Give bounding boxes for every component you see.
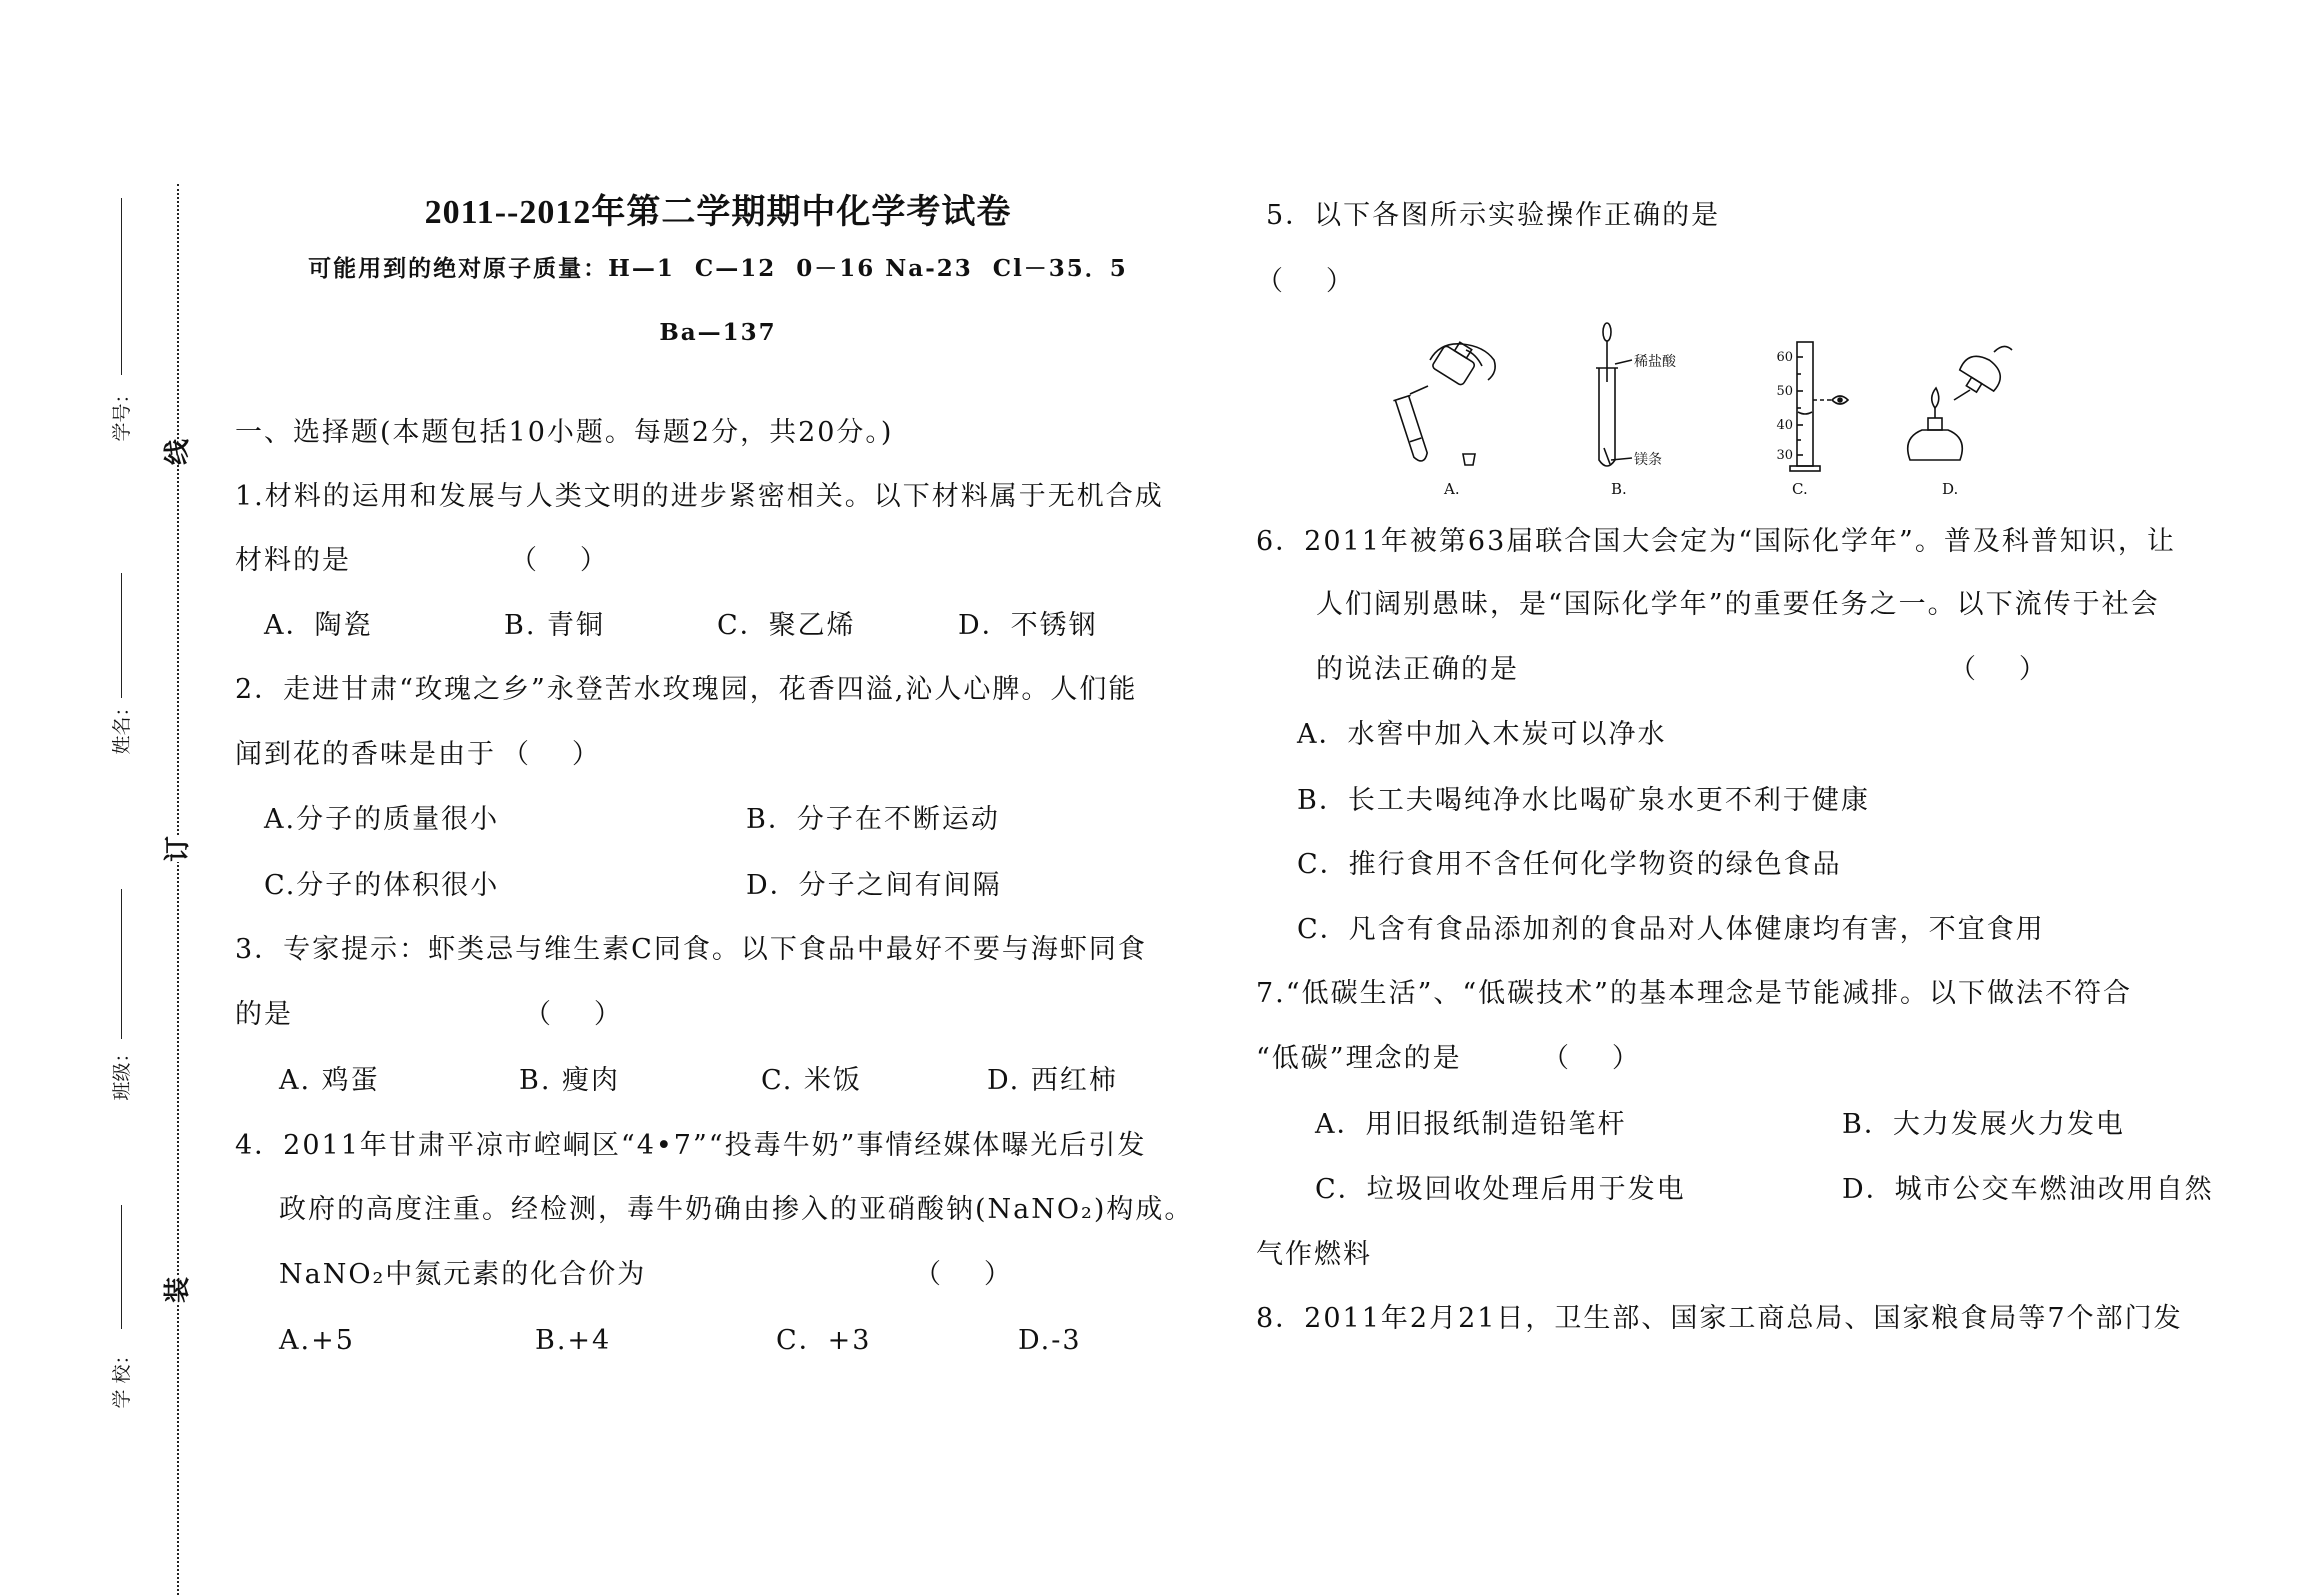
- figure-label-c: C.: [1792, 480, 1808, 498]
- binding-mark-ding: 订: [163, 835, 193, 863]
- cylinder-scale-40: 40: [1776, 418, 1793, 433]
- q3-option-d: D. 西红柿: [987, 1065, 1118, 1096]
- q4-option-a: A.+5: [279, 1325, 355, 1356]
- q3-option-a: A. 鸡蛋: [279, 1065, 380, 1096]
- class-label: 班级：: [111, 1043, 133, 1101]
- q6-option-b: B．长工夫喝纯净水比喝矿泉水更不利于健康: [1297, 785, 1870, 816]
- section-title: 一、选择题(本题包括10小题。每题2分，共20分。): [235, 417, 894, 448]
- q4-answer-paren: （ ）: [914, 1259, 1011, 1290]
- q3-answer-paren: （ ）: [524, 999, 621, 1030]
- q4-stem-line1: 4．2011年甘肃平凉市崆峒区“4•7”“投毒牛奶”事情经媒体曝光后引发: [235, 1130, 1147, 1161]
- q1-option-d: D．不锈钢: [958, 610, 1098, 641]
- q3-option-c: C. 米饭: [761, 1065, 862, 1096]
- q1-stem-line1: 1.材料的运用和发展与人类文明的进步紧密相关。以下材料属于无机合成: [235, 481, 1164, 512]
- cylinder-scale-60: 60: [1776, 350, 1793, 365]
- q2-answer-paren: （ ）: [502, 739, 599, 770]
- apparatus-d-alcohol-lamps: [1908, 346, 2012, 460]
- label-magnesium-strip: 镁条: [1634, 452, 1662, 468]
- q4-option-b: B.+4: [535, 1325, 612, 1356]
- q6-stem-line2: 人们阔别愚昧，是“国际化学年”的重要任务之一。以下流传于社会: [1316, 589, 2160, 620]
- q8-stem-line1: 8．2011年2月21日，卫生部、国家工商总局、国家粮食局等7个部门发: [1256, 1303, 2183, 1334]
- q4-stem-line3: NaNO₂中氮元素的化合价为: [279, 1259, 647, 1290]
- atomic-mass-note: 可能用到的绝对原子质量：H—1 C—12 0－16 Na-23 Cl－35．5: [308, 255, 1128, 282]
- q7-option-b: B．大力发展火力发电: [1842, 1109, 2125, 1140]
- q1-answer-paren: （ ）: [510, 545, 607, 576]
- q1-option-c: C．聚乙烯: [717, 610, 856, 641]
- experiment-figure: [1370, 320, 2030, 500]
- apparatus-b-dropper: [1596, 323, 1677, 468]
- student-id-label: 学号：: [111, 384, 133, 442]
- q4-stem-line2: 政府的高度注重。经检测，毒牛奶确由掺入的亚硝酸钠(NaNO₂)构成。: [279, 1194, 1194, 1225]
- q1-option-b: B. 青铜: [504, 610, 606, 641]
- student-id-blank-line: [121, 198, 122, 375]
- figure-label-b: B.: [1611, 480, 1627, 498]
- q6-stem-line3: 的说法正确的是: [1316, 654, 1519, 685]
- school-blank-line: [121, 1205, 122, 1329]
- apparatus-a-pouring: [1393, 336, 1495, 465]
- q6-option-d: C．凡含有食品添加剂的食品对人体健康均有害，不宜食用: [1297, 914, 2045, 945]
- cylinder-scale-50: 50: [1776, 384, 1793, 399]
- binding-mark-zhuang: 装: [163, 1276, 193, 1304]
- binding-dotted-line: [177, 184, 179, 1595]
- q7-option-d: D．城市公交车燃油改用自然: [1842, 1174, 2214, 1205]
- class-blank-line: [121, 889, 122, 1039]
- q7-stem-line2: “低碳”理念的是: [1256, 1043, 1462, 1074]
- q6-option-c: C．推行食用不含任何化学物资的绿色食品: [1297, 849, 1842, 880]
- q2-option-c: C.分子的体积很小: [264, 870, 500, 901]
- q7-option-c: C．垃圾回收处理后用于发电: [1315, 1174, 1686, 1205]
- q2-option-d: D．分子之间有间隔: [746, 870, 1002, 901]
- figure-label-d: D.: [1942, 480, 1959, 498]
- q4-option-c: C．+3: [776, 1325, 872, 1356]
- apparatus-c-cylinder: [1776, 342, 1848, 471]
- q3-stem-line1: 3．专家提示：虾类忌与维生素C同食。以下食品中最好不要与海虾同食: [235, 934, 1147, 965]
- q7-answer-paren: （ ）: [1542, 1043, 1639, 1074]
- q2-stem-line2: 闻到花的香味是由于: [235, 739, 496, 770]
- q1-option-a: A．陶瓷: [264, 610, 373, 641]
- q2-option-a: A.分子的质量很小: [264, 804, 500, 835]
- q5-stem: 5．以下各图所示实验操作正确的是: [1266, 200, 1721, 231]
- name-label: 姓名：: [111, 697, 133, 755]
- cylinder-scale-30: 30: [1776, 448, 1793, 463]
- q3-stem-line2: 的是: [235, 999, 293, 1030]
- q1-stem-line2: 材料的是: [235, 545, 351, 576]
- q5-answer-paren: （ ）: [1256, 266, 1353, 297]
- school-label: 学 校：: [111, 1345, 133, 1409]
- q6-stem-line1: 6．2011年被第63届联合国大会定为“国际化学年”。普及科普知识，让: [1256, 526, 2176, 557]
- q2-option-b: B．分子在不断运动: [746, 804, 1000, 835]
- q7-option-a: A．用旧报纸制造铅笔杆: [1315, 1109, 1627, 1140]
- exam-title: 2011--2012年第二学期期中化学考试卷: [424, 194, 1012, 231]
- q4-option-d: D.-3: [1018, 1325, 1082, 1356]
- label-dilute-hcl: 稀盐酸: [1634, 354, 1676, 370]
- q2-stem-line1: 2．走进甘肃“玫瑰之乡”永登苦水玫瑰园，花香四溢,沁人心脾。人们能: [235, 674, 1138, 705]
- figure-label-a: A.: [1444, 480, 1460, 498]
- q6-answer-paren: （ ）: [1949, 654, 2046, 685]
- q3-option-b: B. 瘦肉: [519, 1065, 621, 1096]
- atomic-mass-note-line2: Ba—137: [659, 319, 777, 346]
- binding-mark-xian: 线: [163, 438, 193, 466]
- q7-option-d-continued: 气作燃料: [1256, 1239, 1372, 1270]
- q6-option-a: A．水窖中加入木炭可以净水: [1297, 719, 1667, 750]
- name-blank-line: [121, 573, 122, 698]
- q7-stem-line1: 7.“低碳生活”、“低碳技术”的基本理念是节能减排。以下做法不符合: [1256, 978, 2132, 1009]
